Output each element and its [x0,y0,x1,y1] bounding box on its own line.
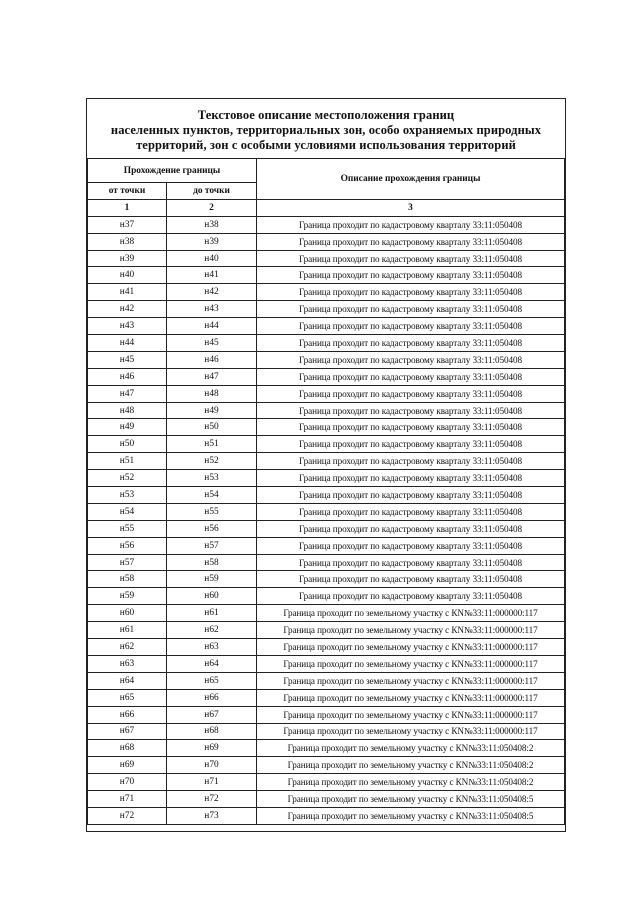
cell-to-point: н65 [167,672,257,689]
cell-to-point: н57 [167,537,257,554]
cell-description: Граница проходит по земельному участку с КN№33:11:000000:117 [257,723,565,740]
header-from-point: от точки [88,183,167,200]
cell-to-point: н72 [167,791,257,808]
cell-to-point: н52 [167,453,257,470]
cell-from-point: н65 [88,689,167,706]
cell-to-point: н50 [167,419,257,436]
cell-description: Граница проходит по земельному участку с КN№33:11:000000:117 [257,706,565,723]
title-line-3: территорий, зон с особыми условиями использования территорий [136,138,516,152]
cell-to-point: н43 [167,301,257,318]
cell-from-point: н67 [88,723,167,740]
cell-from-point: н72 [88,807,167,824]
cell-description: Граница проходит по земельному участку с КN№33:11:000000:117 [257,689,565,706]
document-title [87,99,565,158]
document-frame [86,98,566,832]
cell-description: Граница проходит по кадастровому кварталу 33:11:050408 [257,503,565,520]
cell-description: Граница проходит по кадастровому кварталу 33:11:050408 [257,233,565,250]
cell-description: Граница проходит по кадастровому кварталу 33:11:050408 [257,301,565,318]
cell-description: Граница проходит по кадастровому кварталу 33:11:050408 [257,588,565,605]
cell-from-point: н49 [88,419,167,436]
cell-description: Граница проходит по кадастровому кварталу 33:11:050408 [257,453,565,470]
cell-from-point: н57 [88,554,167,571]
cell-to-point: н56 [167,520,257,537]
cell-description: Граница проходит по кадастровому кварталу 33:11:050408 [257,470,565,487]
cell-from-point: н53 [88,487,167,504]
cell-description: Граница проходит по кадастровому кварталу 33:11:050408 [257,402,565,419]
cell-description: Граница проходит по земельному участку с КN№33:11:000000:117 [257,672,565,689]
cell-description: Граница проходит по земельному участку с КN№33:11:000000:117 [257,605,565,622]
cell-to-point: н63 [167,639,257,656]
table-bottom-margin [87,825,565,831]
cell-from-point: н43 [88,318,167,335]
cell-to-point: н67 [167,706,257,723]
header-to-point: до точки [167,183,257,200]
cell-from-point: н66 [88,706,167,723]
cell-to-point: н39 [167,233,257,250]
cell-description: Граница проходит по кадастровому кварталу 33:11:050408 [257,318,565,335]
table-row [88,791,565,808]
cell-description: Граница проходит по кадастровому кварталу 33:11:050408 [257,385,565,402]
cell-from-point: н55 [88,520,167,537]
cell-to-point: н49 [167,402,257,419]
table-row [88,689,565,706]
table-row [88,335,565,352]
cell-to-point: н58 [167,554,257,571]
cell-to-point: н51 [167,436,257,453]
cell-to-point: н41 [167,267,257,284]
cell-from-point: н38 [88,233,167,250]
header-boundary-passage: Прохождение границы [88,159,257,183]
table-row [88,385,565,402]
cell-from-point: н64 [88,672,167,689]
cell-to-point: н54 [167,487,257,504]
cell-to-point: н73 [167,807,257,824]
table-row [88,571,565,588]
table-row [88,807,565,824]
cell-to-point: н46 [167,351,257,368]
cell-to-point: н40 [167,250,257,267]
cell-description: Граница проходит по кадастровому кварталу 33:11:050408 [257,537,565,554]
table-row [88,453,565,470]
cell-description: Граница проходит по кадастровому кварталу 33:11:050408 [257,250,565,267]
cell-to-point: н55 [167,503,257,520]
cell-from-point: н52 [88,470,167,487]
cell-from-point: н60 [88,605,167,622]
title-line-1: Текстовое описание местоположения границ [197,108,455,122]
cell-to-point: н53 [167,470,257,487]
cell-from-point: н39 [88,250,167,267]
cell-to-point: н69 [167,740,257,757]
table-row [88,639,565,656]
cell-description: Граница проходит по земельному участку с КN№33:11:050408:5 [257,807,565,824]
cell-from-point: н44 [88,335,167,352]
cell-from-point: н61 [88,622,167,639]
table-row [88,588,565,605]
table-row [88,233,565,250]
cell-from-point: н46 [88,368,167,385]
cell-description: Граница проходит по земельному участку с КN№33:11:050408:2 [257,757,565,774]
cell-description: Граница проходит по кадастровому кварталу 33:11:050408 [257,267,565,284]
cell-description: Граница проходит по кадастровому кварталу 33:11:050408 [257,351,565,368]
cell-description: Граница проходит по земельному участку с КN№33:11:000000:117 [257,622,565,639]
table-row [88,723,565,740]
table-row [88,706,565,723]
table-row [88,436,565,453]
cell-from-point: н70 [88,774,167,791]
cell-from-point: н68 [88,740,167,757]
cell-to-point: н38 [167,216,257,233]
cell-from-point: н50 [88,436,167,453]
cell-to-point: н59 [167,571,257,588]
table-row [88,470,565,487]
table-row [88,301,565,318]
table-row [88,672,565,689]
cell-from-point: н48 [88,402,167,419]
table-row [88,368,565,385]
cell-description: Граница проходит по кадастровому кварталу 33:11:050408 [257,368,565,385]
table-row [88,503,565,520]
cell-from-point: н54 [88,503,167,520]
cell-to-point: н60 [167,588,257,605]
table-row [88,774,565,791]
table-row [88,284,565,301]
cell-to-point: н70 [167,757,257,774]
table-body [88,216,565,824]
cell-to-point: н64 [167,655,257,672]
cell-description: Граница проходит по земельному участку с КN№33:11:050408:2 [257,740,565,757]
boundary-table [87,158,565,825]
cell-description: Граница проходит по земельному участку с КN№33:11:050408:5 [257,791,565,808]
cell-from-point: н63 [88,655,167,672]
cell-description: Граница проходит по кадастровому кварталу 33:11:050408 [257,284,565,301]
title-line-2: населенных пунктов, территориальных зон, особо охраняемых природных [110,123,542,137]
table-row [88,757,565,774]
cell-to-point: н42 [167,284,257,301]
cell-from-point: н40 [88,267,167,284]
table-row [88,554,565,571]
cell-to-point: н61 [167,605,257,622]
cell-description: Граница проходит по земельному участку с КN№33:11:000000:117 [257,655,565,672]
cell-description: Граница проходит по земельному участку с КN№33:11:000000:117 [257,639,565,656]
cell-description: Граница проходит по кадастровому кварталу 33:11:050408 [257,571,565,588]
table-row [88,402,565,419]
cell-to-point: н66 [167,689,257,706]
table-row [88,419,565,436]
cell-from-point: н71 [88,791,167,808]
cell-to-point: н62 [167,622,257,639]
table-row [88,351,565,368]
table-row [88,267,565,284]
cell-from-point: н59 [88,588,167,605]
header-description: Описание прохождения границы [257,159,565,200]
table-row [88,318,565,335]
cell-from-point: н41 [88,284,167,301]
cell-description: Граница проходит по кадастровому кварталу 33:11:050408 [257,216,565,233]
cell-from-point: н69 [88,757,167,774]
column-number-1: 1 [88,199,167,216]
cell-from-point: н58 [88,571,167,588]
cell-description: Граница проходит по кадастровому кварталу 33:11:050408 [257,554,565,571]
table-row [88,622,565,639]
table-row [88,250,565,267]
table-row [88,520,565,537]
cell-from-point: н37 [88,216,167,233]
cell-description: Граница проходит по кадастровому кварталу 33:11:050408 [257,335,565,352]
cell-from-point: н47 [88,385,167,402]
cell-to-point: н44 [167,318,257,335]
cell-from-point: н56 [88,537,167,554]
table-row [88,487,565,504]
cell-to-point: н45 [167,335,257,352]
table-row [88,605,565,622]
cell-to-point: н71 [167,774,257,791]
cell-description: Граница проходит по кадастровому кварталу 33:11:050408 [257,520,565,537]
cell-to-point: н47 [167,368,257,385]
table-row [88,537,565,554]
cell-description: Граница проходит по кадастровому кварталу 33:11:050408 [257,487,565,504]
table-row [88,655,565,672]
column-number-2: 2 [167,199,257,216]
cell-to-point: н68 [167,723,257,740]
cell-from-point: н45 [88,351,167,368]
table-row [88,216,565,233]
cell-description: Граница проходит по кадастровому кварталу 33:11:050408 [257,436,565,453]
cell-description: Граница проходит по кадастровому кварталу 33:11:050408 [257,419,565,436]
cell-from-point: н62 [88,639,167,656]
table-row [88,740,565,757]
cell-from-point: н42 [88,301,167,318]
column-number-3: 3 [257,199,565,216]
cell-from-point: н51 [88,453,167,470]
cell-to-point: н48 [167,385,257,402]
cell-description: Граница проходит по земельному участку с КN№33:11:050408:2 [257,774,565,791]
